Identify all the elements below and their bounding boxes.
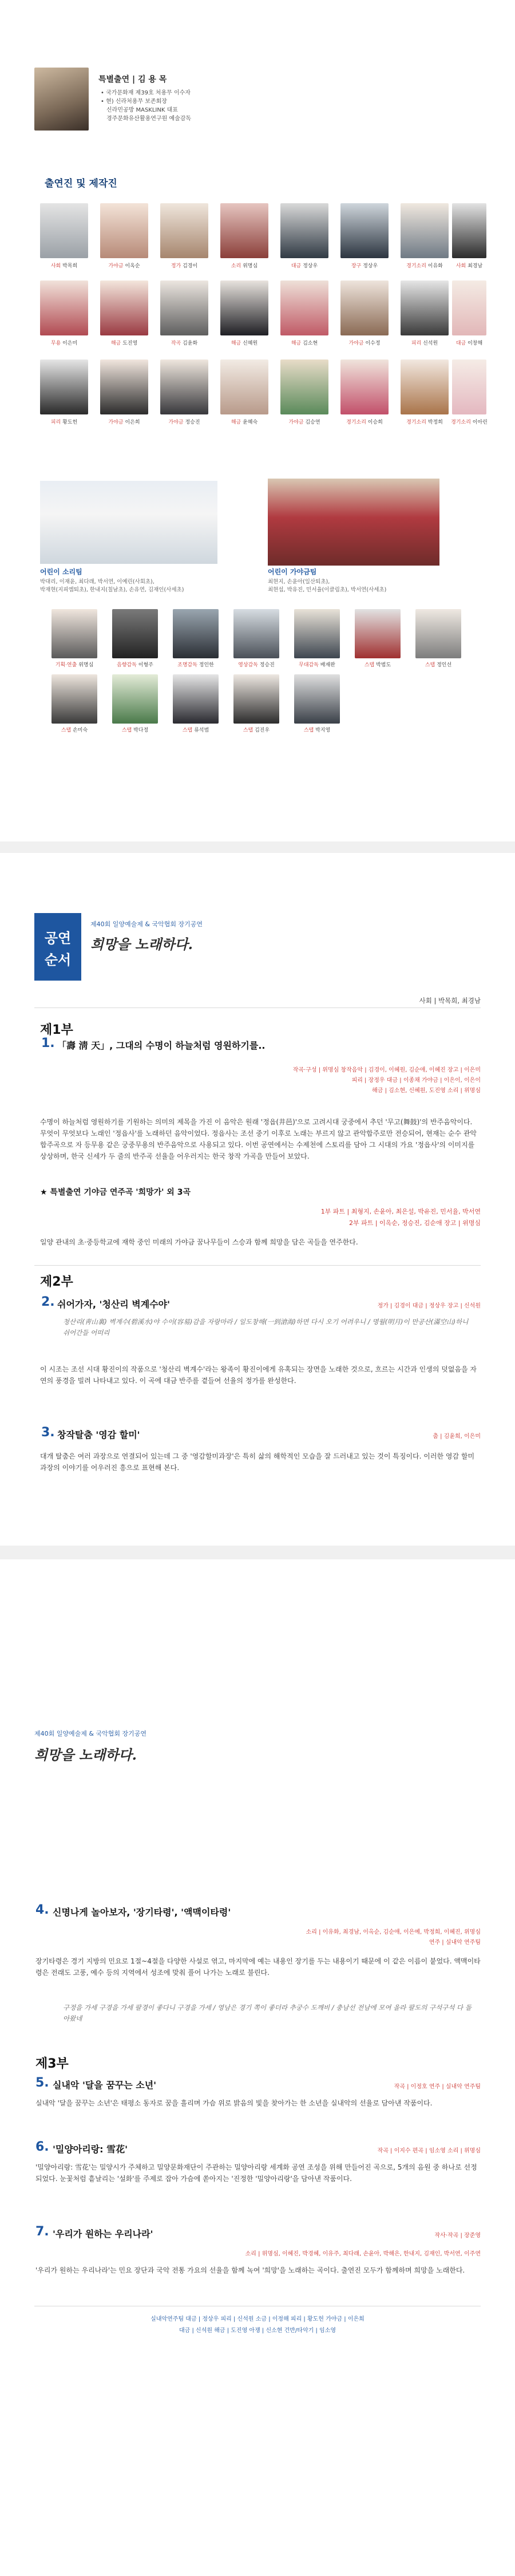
- crew-name: 김진우: [255, 728, 270, 733]
- role-label: 영상감독: [238, 662, 258, 668]
- role-label: 무대감독: [299, 662, 319, 668]
- role-label: 작곡: [171, 341, 181, 346]
- cast-name: 박정희: [427, 420, 443, 425]
- person-caption: [210, 262, 279, 269]
- role-label: 스탭: [61, 728, 72, 733]
- special-guest-line-1: • 국가문화재 제39호 처용무 이수자: [101, 90, 191, 96]
- item-6-performers: 작곡 | 이지수 편곡 | 임소영 소리 | 위명심: [377, 2148, 481, 2154]
- cast-photo: [280, 359, 328, 414]
- cast-name: 도진영: [122, 341, 138, 346]
- person-caption: [30, 339, 98, 346]
- crew-photo: [112, 609, 158, 658]
- person-caption: [101, 661, 169, 668]
- divider: [34, 1265, 481, 1266]
- person-caption: [150, 339, 219, 346]
- crew-name: 이형주: [138, 662, 153, 668]
- cast-photo: [452, 203, 486, 258]
- item-2-title: 쉬어가자, '청산리 벽계수야': [57, 1299, 171, 1310]
- item-2-performers: 정가 | 김경이 대금 | 정상우 장고 | 신석원: [377, 1303, 481, 1309]
- cast-name: 이승희: [367, 420, 383, 425]
- cast-name: 정승진: [185, 420, 200, 425]
- crew-name: 배재완: [320, 662, 335, 668]
- person-caption: [30, 262, 98, 269]
- special-guest-line-2: • 현) 신라처용무 보존회장: [101, 98, 167, 105]
- item-2-description: 이 시조는 조선 시대 황진이의 작품으로 '청산리 벽계수'라는 왕족이 황진이에게 유혹되는 장면을 노래한 것으로, 흐르는 시간과 인생의 덧없음을 자연의 풍경을 빌려 나타내고 있다. 이 곡에 대금 반주를 곁들여 선율의 정가를 완성한다.: [40, 1365, 477, 1385]
- crew-photo: [415, 609, 461, 658]
- cast-photo: [100, 359, 148, 414]
- cast-photo: [280, 203, 328, 258]
- person-caption: [90, 339, 159, 346]
- person-caption: [150, 418, 219, 425]
- item-7-number: 7.: [35, 2225, 49, 2239]
- item-5-title: 실내악 '달을 꿈꾸는 소년': [53, 2080, 157, 2091]
- item-3-title: 창작탈춤 '영감 할미': [57, 1429, 140, 1440]
- cast-photo: [220, 203, 268, 258]
- item-3-description: 대개 탈춤은 여러 과장으로 연결되어 있는데 그 중 '영감할미과장'은 특히 삶의 해학적인 모습을 잘 드러내고 있는 것이 특징이다. 이러한 영감 할미 과장의 이야기를 어우러진 흥으로 표현해 본다.: [40, 1452, 475, 1472]
- item-4-title: 신명나게 놀아보자, '장기타령', '액맥이타령': [53, 1907, 231, 1918]
- role-label: 스탭: [364, 662, 375, 668]
- role-label: 경기소리: [346, 420, 366, 425]
- item-1-performers-a: 작곡·구성 | 위명심 창작음악 | 김경이, 이혜원, 김순애, 이혜진 장고 | 이은미: [292, 1067, 481, 1073]
- part-2-heading: 제2부: [40, 1275, 73, 1289]
- cast-photo: [280, 280, 328, 335]
- item-5-number: 5.: [35, 2076, 49, 2090]
- item-5-description: 실내악 '달을 꿈꾸는 소년'은 태평소 동자로 꿈을 흘리며 가슴 위로 밝음의 빛을 찾아가는 한 소년을 실내악의 선율로 담아낸 작품이다.: [35, 2099, 433, 2107]
- item-1-title: 「壽 淸 天」, 그대의 수명이 하늘처럼 영원하기를..: [57, 1040, 266, 1051]
- cast-photo: [452, 359, 486, 414]
- item-4-number: 4.: [35, 1903, 49, 1917]
- role-label: 스탭: [243, 728, 253, 733]
- person-caption: [222, 726, 291, 733]
- person-caption: [90, 418, 159, 425]
- special-appearance-description: 일양 관내의 초·중등학교에 재학 중인 미래의 가야금 꿈나무들이 스승과 함께 희망을 담은 곡들을 연주한다.: [40, 1238, 358, 1246]
- role-label: 가야금: [108, 420, 124, 425]
- cast-photo: [401, 203, 449, 258]
- role-label: 가야금: [108, 263, 124, 269]
- cast-name: 황도헌: [62, 420, 78, 425]
- role-label: 기획·연출: [55, 662, 77, 668]
- item-7-performers-a: 소리 | 위명심, 이혜진, 박경혜, 이유주, 최다래, 손윤아, 박해은, 한내지, 김재인, 박서연, 이주연: [245, 2251, 481, 2257]
- crew-photo: [294, 674, 340, 724]
- cast-name: 이수정: [365, 341, 381, 346]
- item-3-performers: 춤 | 김윤희, 이은미: [433, 1433, 481, 1440]
- crew-name: 손미숙: [73, 728, 88, 733]
- person-caption: [330, 418, 399, 425]
- program-label-line-2: 순서: [44, 952, 72, 968]
- item-7-performers-b: 작사·작곡 | 장준영: [434, 2233, 481, 2239]
- crew-photo: [52, 674, 97, 724]
- role-label: 스탭: [425, 662, 435, 668]
- role-label: 피리: [50, 420, 61, 425]
- special-guest-line-3: 신라민공방 MASKLINK 대표: [106, 107, 178, 113]
- cast-photo: [220, 359, 268, 414]
- special-guest-heading: 특별출연 | 김 용 목: [98, 75, 167, 84]
- crew-name: 박다정: [133, 728, 149, 733]
- role-label: 소리: [231, 263, 241, 269]
- children-choir-members-2: 박재현(지피엠퇴초), 한내지(칠남초), 손유연, 김재인(사세초): [40, 587, 184, 593]
- role-label: 가야금: [168, 420, 184, 425]
- item-4-performers-b: 연주 | 실내악 연주팀: [429, 1939, 481, 1946]
- person-caption: [210, 418, 279, 425]
- page-gap: [0, 1546, 515, 1559]
- person-caption: [330, 262, 399, 269]
- cast-photo: [40, 280, 88, 335]
- item-6-description: '밀양아리랑: 雪花'는 밀양시가 주체하고 밀양문화재단이 주관하는 밀양아리랑 세계화 공연 조성을 위해 만들어진 곡으로, 5개의 음원 중 하나로 선정되었다. 눈꽃처럼 흩날리는 '설화'를 주제로 잡아 가슴에 쏟아지는 '진정한 '밀양아리랑'을 담아낸 작품이다.: [35, 2163, 477, 2183]
- cast-name: 위명심: [243, 263, 258, 269]
- cast-name: 최경남: [468, 263, 483, 269]
- person-caption: [161, 661, 230, 668]
- cast-photo: [340, 203, 389, 258]
- children-gayageum-title: 어린이 가야금팀: [268, 568, 317, 576]
- children-choir-title: 어린이 소리팀: [40, 568, 82, 576]
- item-2-poem: 청산리(靑山裏) 벽계수(碧溪水)야 수이(容易)감을 자랑마라 / 일도창해(一到滄海)하면 다시 오기 어려우니 / 명월(明月)이 만공산(滿空山)하니 쉬어간들 어떠리: [63, 1318, 469, 1337]
- person-caption: [270, 339, 339, 346]
- program-mc: 사회 | 박목희, 최경남: [419, 997, 481, 1005]
- role-label: 사회: [50, 263, 61, 269]
- crew-photo: [112, 674, 158, 724]
- cast-name: 김윤화: [183, 341, 198, 346]
- cast-name: 박목희: [62, 263, 78, 269]
- program-label-box: [34, 913, 81, 981]
- cast-photo: [401, 280, 449, 335]
- item-3-number: 3.: [41, 1425, 55, 1440]
- page-gap: [0, 841, 515, 853]
- role-label: 경기소리: [451, 420, 471, 425]
- person-caption: [40, 661, 109, 668]
- children-gayageum-members: 최현지, 손윤아(일산퇴초),: [268, 579, 330, 585]
- cast-title: 출연진 및 제작진: [45, 178, 117, 189]
- role-label: 가야금: [348, 341, 364, 346]
- item-7-title: '우리가 원하는 우리나라': [53, 2229, 153, 2239]
- crew-photo: [173, 674, 219, 724]
- program-logo-2: 희망을 노래하다.: [34, 1747, 137, 1763]
- cast-name: 윤혜숙: [243, 420, 258, 425]
- person-caption: [283, 726, 351, 733]
- role-label: 해금: [291, 341, 302, 346]
- role-label: 경기소리: [406, 420, 426, 425]
- program-label-line-1: 공연: [44, 930, 72, 946]
- crew-name: 정인선: [437, 662, 452, 668]
- special-appearance-part-1: 1부 파트 | 최형지, 손윤아, 최은설, 박유진, 민서율, 박서연: [320, 1208, 481, 1215]
- role-label: 해금: [110, 341, 121, 346]
- cast-name: 정상우: [363, 263, 378, 269]
- cast-photo: [100, 280, 148, 335]
- children-gayageum-members-2: 최현섭, 박유진, 민서율(이클림초), 박서연(사세초): [268, 587, 387, 593]
- person-caption: [435, 262, 504, 269]
- person-caption: [210, 339, 279, 346]
- cast-photo: [220, 280, 268, 335]
- cast-name: 김소현: [303, 341, 318, 346]
- cast-photo: [340, 280, 389, 335]
- item-2-number: 2.: [41, 1295, 55, 1309]
- role-label: 해금: [231, 420, 241, 425]
- cast-name: 신석원: [423, 341, 438, 346]
- crew-photo: [52, 609, 97, 658]
- cast-name: 정상우: [303, 263, 318, 269]
- cast-name: 김경이: [183, 263, 198, 269]
- person-caption: [30, 418, 98, 425]
- role-label: 정가: [171, 263, 181, 269]
- special-guest-photo: [34, 68, 89, 131]
- program-logo: 희망을 노래하다.: [90, 936, 193, 953]
- crew-photo: [355, 609, 401, 658]
- role-label: 조명감독: [177, 662, 197, 668]
- item-1-performers-b: 피리 | 장정우 대금 | 이종채 가야금 | 이은이, 이은이: [351, 1077, 481, 1084]
- cast-photo: [40, 203, 88, 258]
- role-label: 가야금: [288, 420, 304, 425]
- cast-photo: [160, 203, 208, 258]
- cast-photo: [340, 359, 389, 414]
- person-caption: [222, 661, 291, 668]
- crew-name: 박지영: [315, 728, 331, 733]
- item-4-description: 장기타령은 경기 지방의 민요로 1절~4절을 다양한 사설로 엮고, 마지막에 예는 내용인 장기를 두는 내용이기 때문에 이 같은 이름이 붙었다. 액맥이타령은 전래도 고풍, 예수 등의 지역에서 성조에 맞춰 풀어 나가는 노래로 불린다.: [35, 1957, 481, 1977]
- special-appearance-title: ★ 특별출연 기야금 연주곡 '희망가' 외 3곡: [40, 1188, 191, 1197]
- person-caption: [161, 726, 230, 733]
- crew-name: 정승진: [259, 662, 275, 668]
- role-label: 대금: [455, 341, 466, 346]
- item-1-description: 수명이 하늘처럼 영원하기를 기원하는 의미의 제목을 가진 이 음악은 원래 '정읍(井邑)'으로 고려시대 궁중에서 추던 '무고(舞鼓)'의 반주음악이다. 무엇이 무엇보다 노래인 '정읍사'를 노래하던 음악이었다. 정읍사는 조선 중기 이후로 노래는 부르지 않고 관악합주로만 전승되어, 현재는 순수 관악합주곡으로 자 등무용 같은 궁중무용의 반주음악으로 사용되고 있다. 이번 공연에서는 수제천에 스토리를 담아 그 시대의 가요 '정읍사'의 이미지를 상상하며, 한국 신세가 두 줄의 반주곡 선율을 어우러지는 한국 창작 가곡을 만들어 보았다.: [40, 1118, 477, 1160]
- cast-name: 이창해: [468, 341, 483, 346]
- cast-photo: [100, 203, 148, 258]
- crew-photo: [173, 609, 219, 658]
- person-caption: [270, 262, 339, 269]
- person-caption: [90, 262, 159, 269]
- person-caption: [283, 661, 351, 668]
- children-choir-members: 박대리, 이재윤, 최다래, 박서연, 이예린(사회초),: [40, 579, 154, 585]
- person-caption: [330, 339, 399, 346]
- role-label: 스탭: [303, 728, 314, 733]
- crew-photo: [294, 609, 340, 658]
- role-label: 대금: [291, 263, 302, 269]
- cast-name: 이옥순: [125, 263, 140, 269]
- crew-name: 박범도: [376, 662, 391, 668]
- crew-name: 류석범: [194, 728, 209, 733]
- cast-photo: [40, 359, 88, 414]
- person-caption: [40, 726, 109, 733]
- cast-name: 이은희: [125, 420, 140, 425]
- special-appearance-part-2: 2부 파트 | 이옥순, 정승진, 김순애 장고 | 위명심: [348, 1219, 481, 1227]
- item-6-number: 6.: [35, 2140, 49, 2154]
- person-caption: [435, 418, 504, 425]
- item-4-poem: 구정을 가세 구경을 가세 팔경이 좋다니 구경을 가세 / 영남은 경기 쪽이 좋더라 추궁수 도깨비 / 충남선 전남에 모여 올라 팔도의 구석구석 다 돌아왔네: [63, 2004, 472, 2022]
- cast-name: 이은미: [62, 341, 78, 346]
- cast-photo: [160, 359, 208, 414]
- cast-name: 이유화: [427, 263, 443, 269]
- ensemble-footer-b: 대금 | 신석원 해금 | 도진영 아쟁 | 신소현 건반/타악기 | 임소영: [179, 2328, 336, 2334]
- children-choir-photo: [40, 481, 217, 564]
- role-label: 사회: [455, 263, 466, 269]
- crew-name: 위명심: [78, 662, 94, 668]
- item-6-title: '밀양아리랑: 雪花': [53, 2144, 128, 2155]
- role-label: 장구: [351, 263, 362, 269]
- person-caption: [343, 661, 412, 668]
- item-4-performers-a: 소리 | 이유화, 최경남, 이옥순, 김순애, 이은예, 박정희, 이혜진, 위명심: [306, 1929, 481, 1935]
- children-gayageum-photo: [268, 479, 439, 566]
- item-5-performers: 작곡 | 이정호 연주 | 실내악 연주팀: [394, 2084, 481, 2090]
- program-series: 제40회 일양예술제 & 국악협회 장기공연: [90, 920, 203, 928]
- cast-name: 신혜원: [243, 341, 258, 346]
- person-caption: [404, 661, 473, 668]
- item-1-performers-c: 해금 | 김소현, 신혜원, 도진영 소리 | 위명심: [372, 1088, 481, 1094]
- cast-photo: [401, 359, 449, 414]
- role-label: 피리: [411, 341, 422, 346]
- role-label: 스탭: [182, 728, 193, 733]
- crew-photo: [233, 674, 279, 724]
- item-1-number: 1.: [41, 1036, 55, 1050]
- item-7-description: '우리가 원하는 우리나라'는 민요 장단과 국악 전통 가요의 선율을 함께 녹여 '희망'을 노래하는 곡이다. 출연진 모두가 함께하며 희망을 노래한다.: [35, 2266, 465, 2274]
- cast-photo: [160, 280, 208, 335]
- person-caption: [435, 339, 504, 346]
- person-caption: [270, 418, 339, 425]
- crew-name: 정인한: [199, 662, 214, 668]
- role-label: 스탭: [121, 728, 132, 733]
- part-3-heading: 제3부: [35, 2057, 69, 2071]
- role-label: 음향감독: [117, 662, 137, 668]
- cast-photo: [452, 280, 486, 335]
- program-series-2: 제40회 일양예술제 & 국악협회 장기공연: [34, 1730, 146, 1737]
- special-guest-line-4: 경주문화유산활용연구원 예술감독: [106, 116, 192, 122]
- role-label: 경기소리: [406, 263, 426, 269]
- cast-name: 김승연: [305, 420, 320, 425]
- role-label: 해금: [231, 341, 241, 346]
- role-label: 무용: [50, 341, 61, 346]
- crew-photo: [233, 609, 279, 658]
- part-1-heading: 제1부: [40, 1023, 73, 1037]
- cast-name: 이아린: [472, 420, 488, 425]
- person-caption: [150, 262, 219, 269]
- person-caption: [101, 726, 169, 733]
- ensemble-footer-a: 실내악연주팀 대금 | 정상우 피리 | 신석원 소금 | 이정해 피리 | 황도헌 가야금 | 이은희: [150, 2316, 365, 2322]
